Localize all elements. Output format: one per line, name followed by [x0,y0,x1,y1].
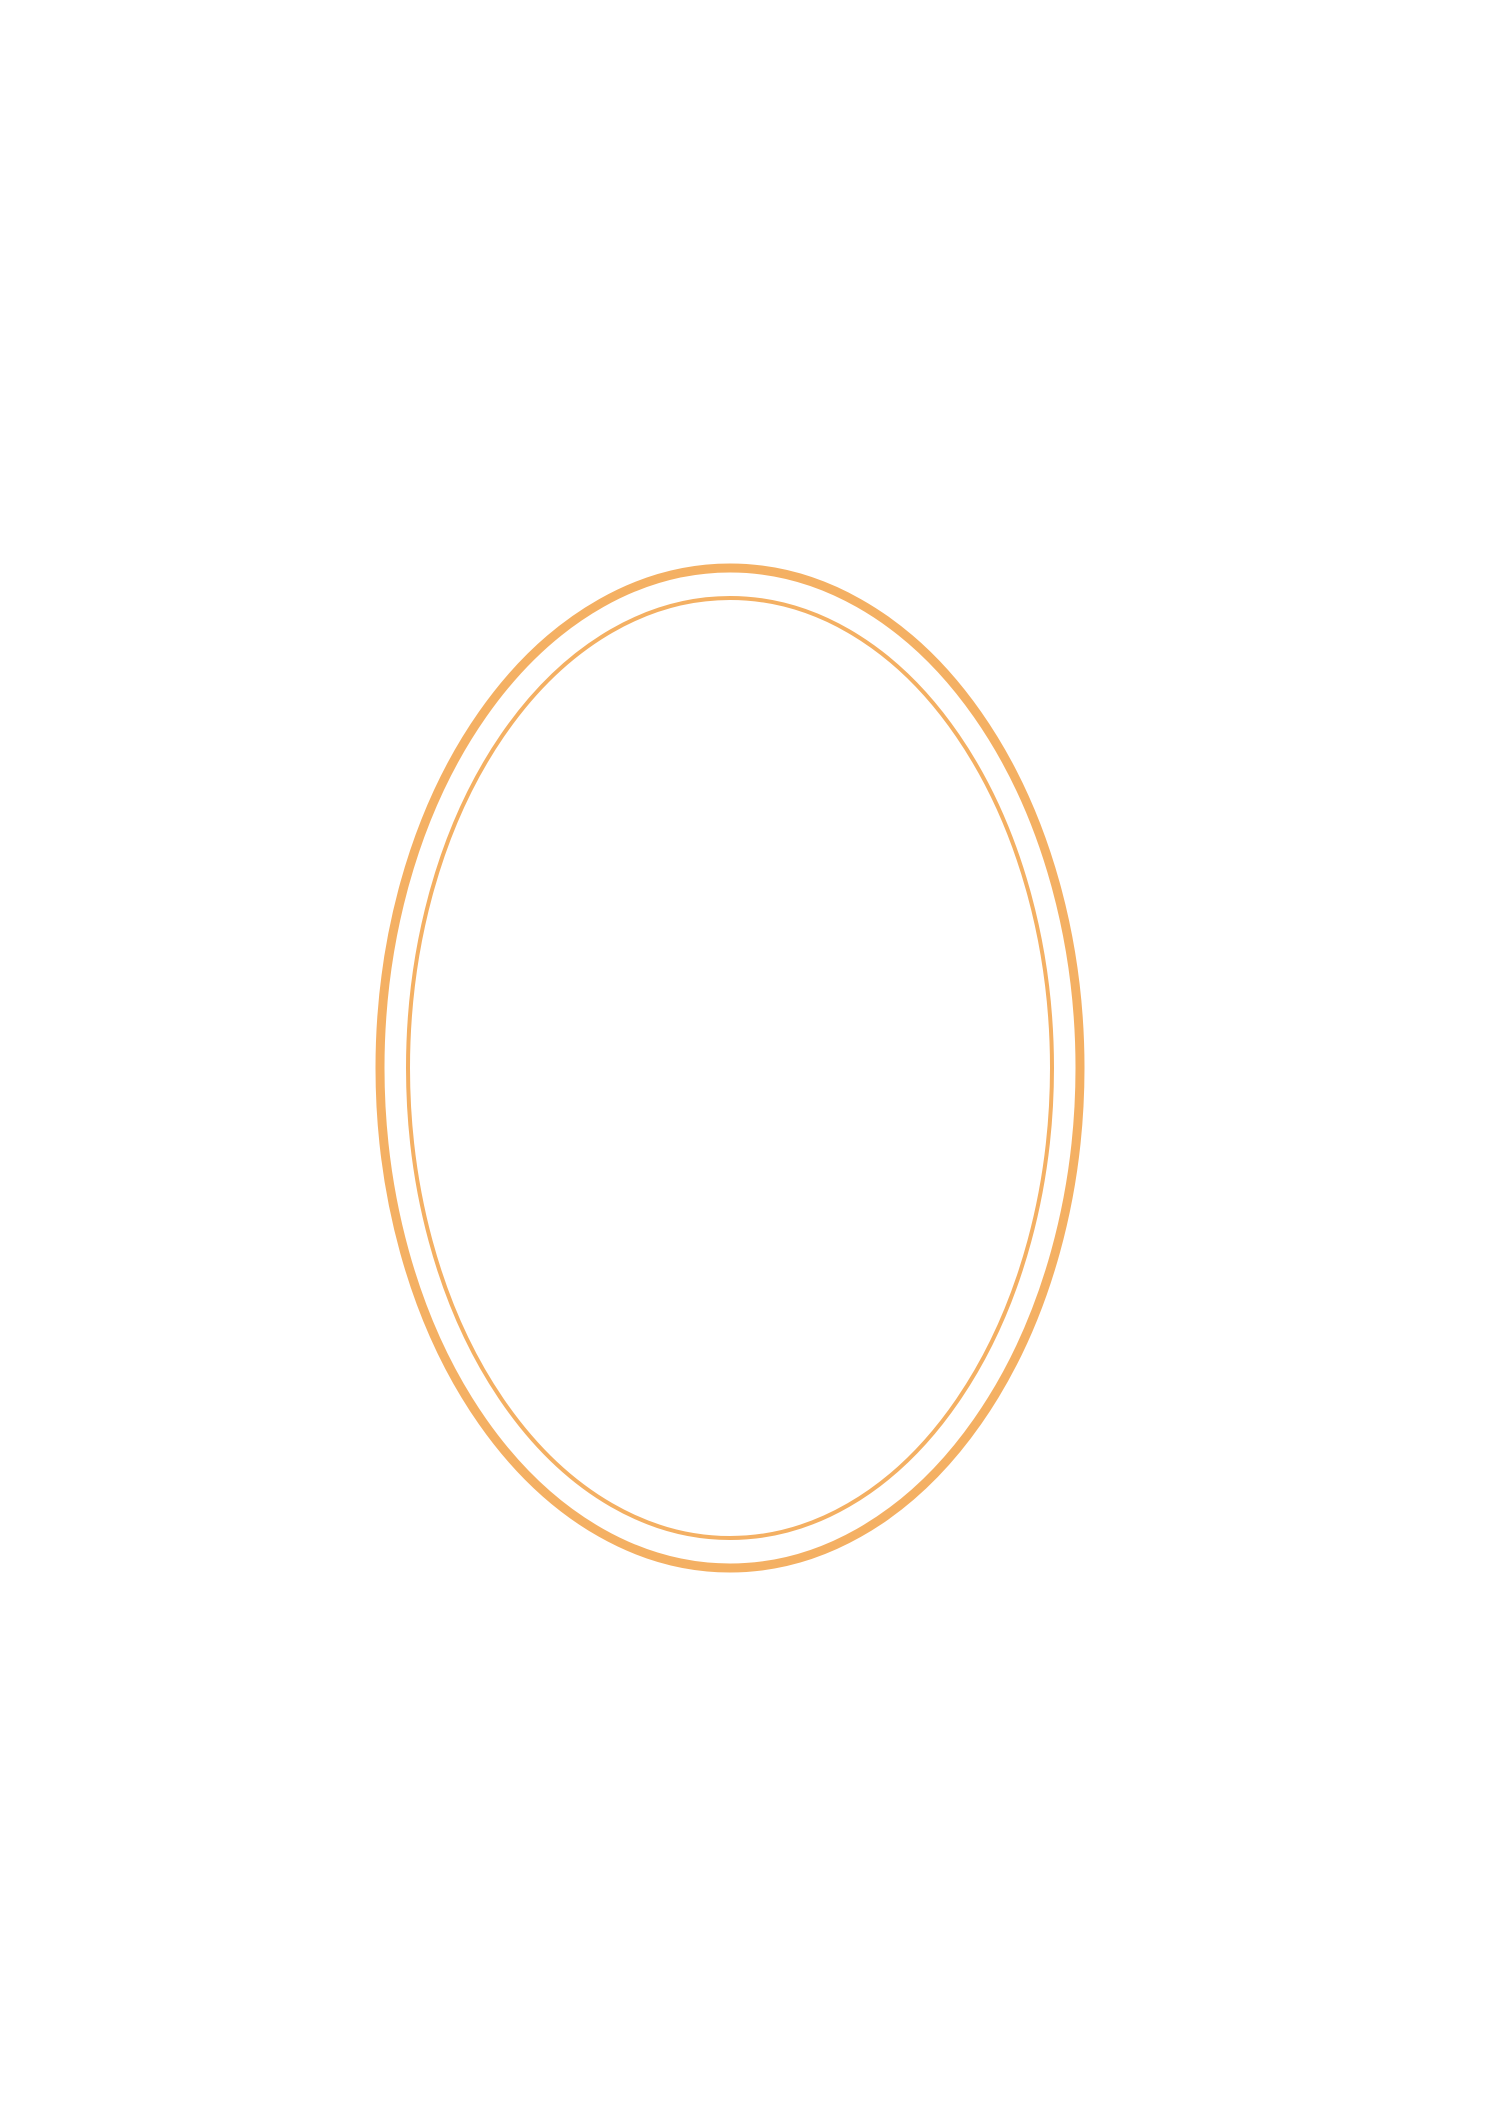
clause-5-2-2 [250,816,1335,852]
clause-4-2-10 [250,366,1335,402]
section-5-heading [250,471,1335,507]
body-text [250,294,1335,917]
section-5-3-heading [250,871,1335,907]
section-5-2-heading [250,734,1335,770]
section-5-1-heading [250,525,1335,561]
clause-5-1-1 [250,571,1335,607]
clause-5-1-2 [250,607,1335,643]
clause-4-2-8 [250,294,1335,330]
clause-5-1-4 [250,680,1335,716]
clause-5-2-1 [250,780,1335,816]
clause-5-1-3 [250,644,1335,680]
clause-4-2-9 [250,330,1335,366]
clause-4-2-11 [250,403,1335,439]
